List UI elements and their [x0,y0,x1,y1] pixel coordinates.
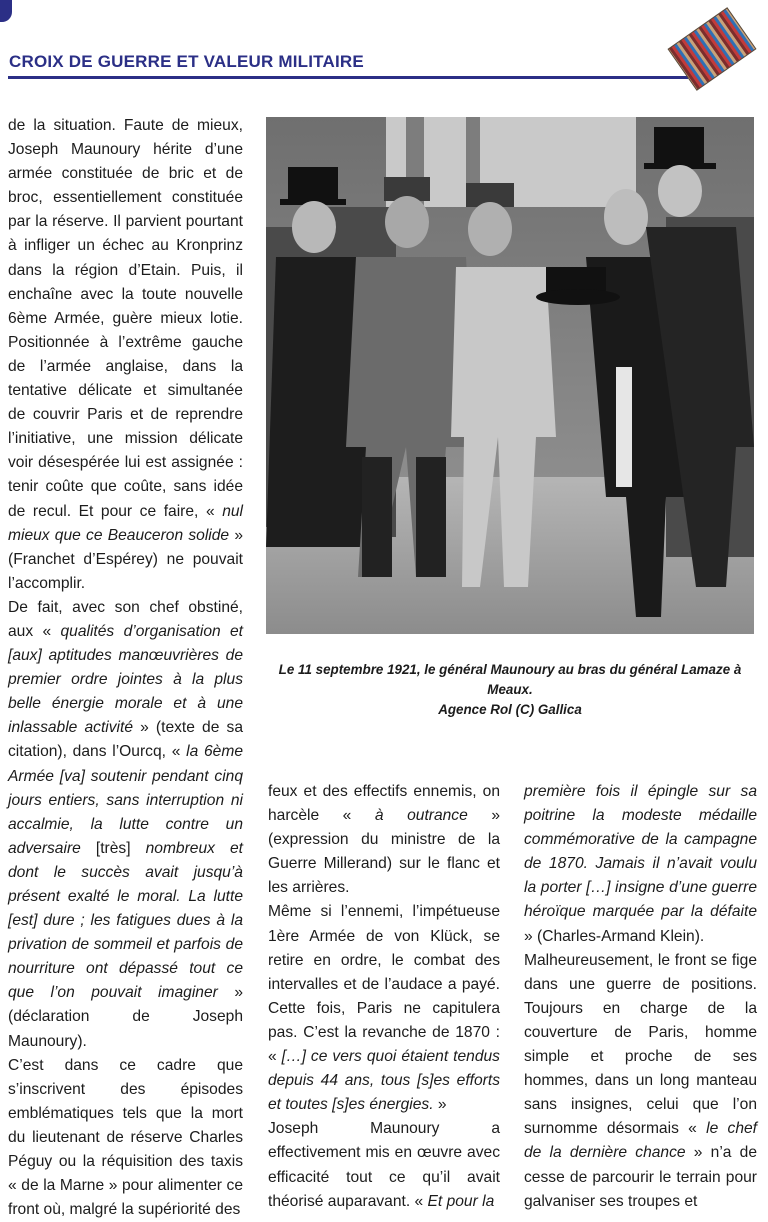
photo-caption [266,660,754,720]
paragraph: Joseph Maunoury a effectivement mis en œuvre avec efficacité tout ce qu’il avait théorisé auparavant. « Et pour la [268,1120,500,1210]
paragraph: De fait, avec son chef obstiné, aux « qualités d’organisation et [aux] aptitudes manœuvrières de premier ordre jointes à la plus belle énergie morale et à une inlassable activité » (texte de sa citation), dans l’Ourcq, « la 6ème Armée [va] soutenir pendant cinq jours entiers, sans interruption ni accalmie, la lutte contre un adversaire [très] nombreux et dont le succès avait jusqu’à présent exalté le moral. La lutte [est] dure ; les fatigues dues à la privation de sommeil et parfois de nourriture ont dépassé tout ce que l’on pouvait imaginer » (déclaration de Joseph Maunoury). [8,598,244,1050]
page-header [0,0,768,100]
caption-line: Le 11 septembre 1921, le général Maunoury au bras du général Lamaze à Meaux. [278,662,742,697]
middle-column [268,780,500,1210]
corner-accent [0,0,12,22]
croix-de-guerre-ribbon-icon [668,6,756,92]
photo-illustration [266,117,754,634]
paragraph: Même si l’ennemi, l’impétueuse 1ère Armée de von Klück, se retire en ordre, le combat des intervalles et de l’audace a payé. Cette fois, Paris ne capitulera pas. C’est la revanche de 1870 : « […] ce vers quoi étaient tendus depuis 44 ans, tous [s]es efforts et toutes [s]es énergies. » [268,903,500,1114]
section-title: CROIX DE GUERRE ET VALEUR MILITAIRE [9,52,364,71]
caption-credit: Agence Rol (C) Gallica [438,702,582,717]
historical-photo [266,117,754,634]
paragraph: première fois il épingle sur sa poitrine la modeste médaille commémorative de la campagne de 1870. Jamais il n’avait voulu la porter […] insigne d’une guerre héroïque marquée par la défaite » (Charles-Armand Klein). [524,783,757,945]
right-column [524,780,757,1210]
header-rule [8,76,688,79]
paragraph: C’est dans ce cadre que s’inscrivent des épisodes emblématiques tels que la mort du lieutenant de réserve Charles Péguy ou la réquisition des taxis « de la Marne » pour alimenter ce front où, malgré la supériorité des [8,1056,243,1219]
left-column [8,114,244,1219]
paragraph: feux et des effectifs ennemis, on harcèle « à outrance » (expression du ministre de la Guerre Millerand) sur le flanc et les arrières. [268,783,500,897]
paragraph: de la situation. Faute de mieux, Joseph Maunoury hérite d’une armée constituée de bric et de broc, essentiellement constituée par la réserve. Il parvient pourtant à infliger un échec au Kronprinz dans la région d’Etain. Puis, il enchaîne avec la toute nouvelle 6ème Armée, guère mieux lotie. Positionnée à l’extrême gauche de l’armée anglaise, dans la tentative délicate et simultanée de couvrir Paris et de reprendre l’initiative, une mission délicate voir désespérée lui est assignée : tenir coûte que coûte, sans idée de recul. Et pour ce faire, « nul mieux que ce Beauceron solide » (Franchet d’Espérey) ne pouvait l’accomplir. [8,117,243,592]
paragraph: Malheureusement, le front se fige dans une guerre de positions. Toujours en charge de la couverture de Paris, homme simple et proche de ses hommes, dans un long manteau sans insignes, celui que l’on surnomme désormais « le chef de la dernière chance » n’a de cesse de parcourir le terrain pour galvaniser ses troupes et [524,951,757,1210]
